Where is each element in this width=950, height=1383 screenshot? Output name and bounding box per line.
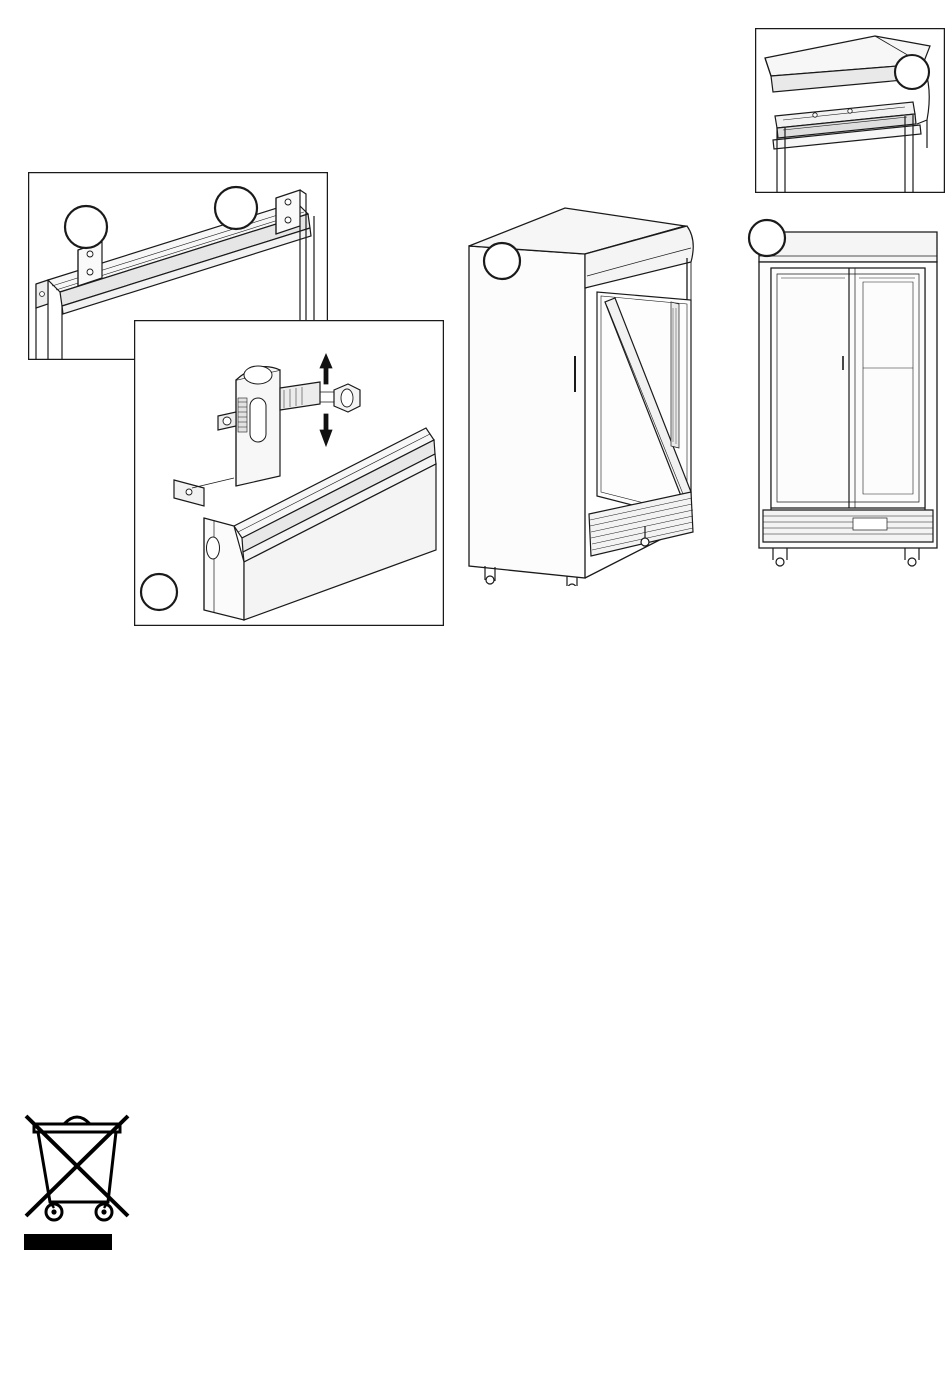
figure-single-door-cabinet: [455, 196, 720, 586]
weee-symbol: [24, 1098, 134, 1248]
figure-double-door-cabinet: [745, 218, 945, 578]
weee-underline-bar: [24, 1234, 112, 1250]
figure-canopy-light-detail: [755, 28, 945, 193]
figure-hinge-bracket-detail: [134, 320, 444, 626]
